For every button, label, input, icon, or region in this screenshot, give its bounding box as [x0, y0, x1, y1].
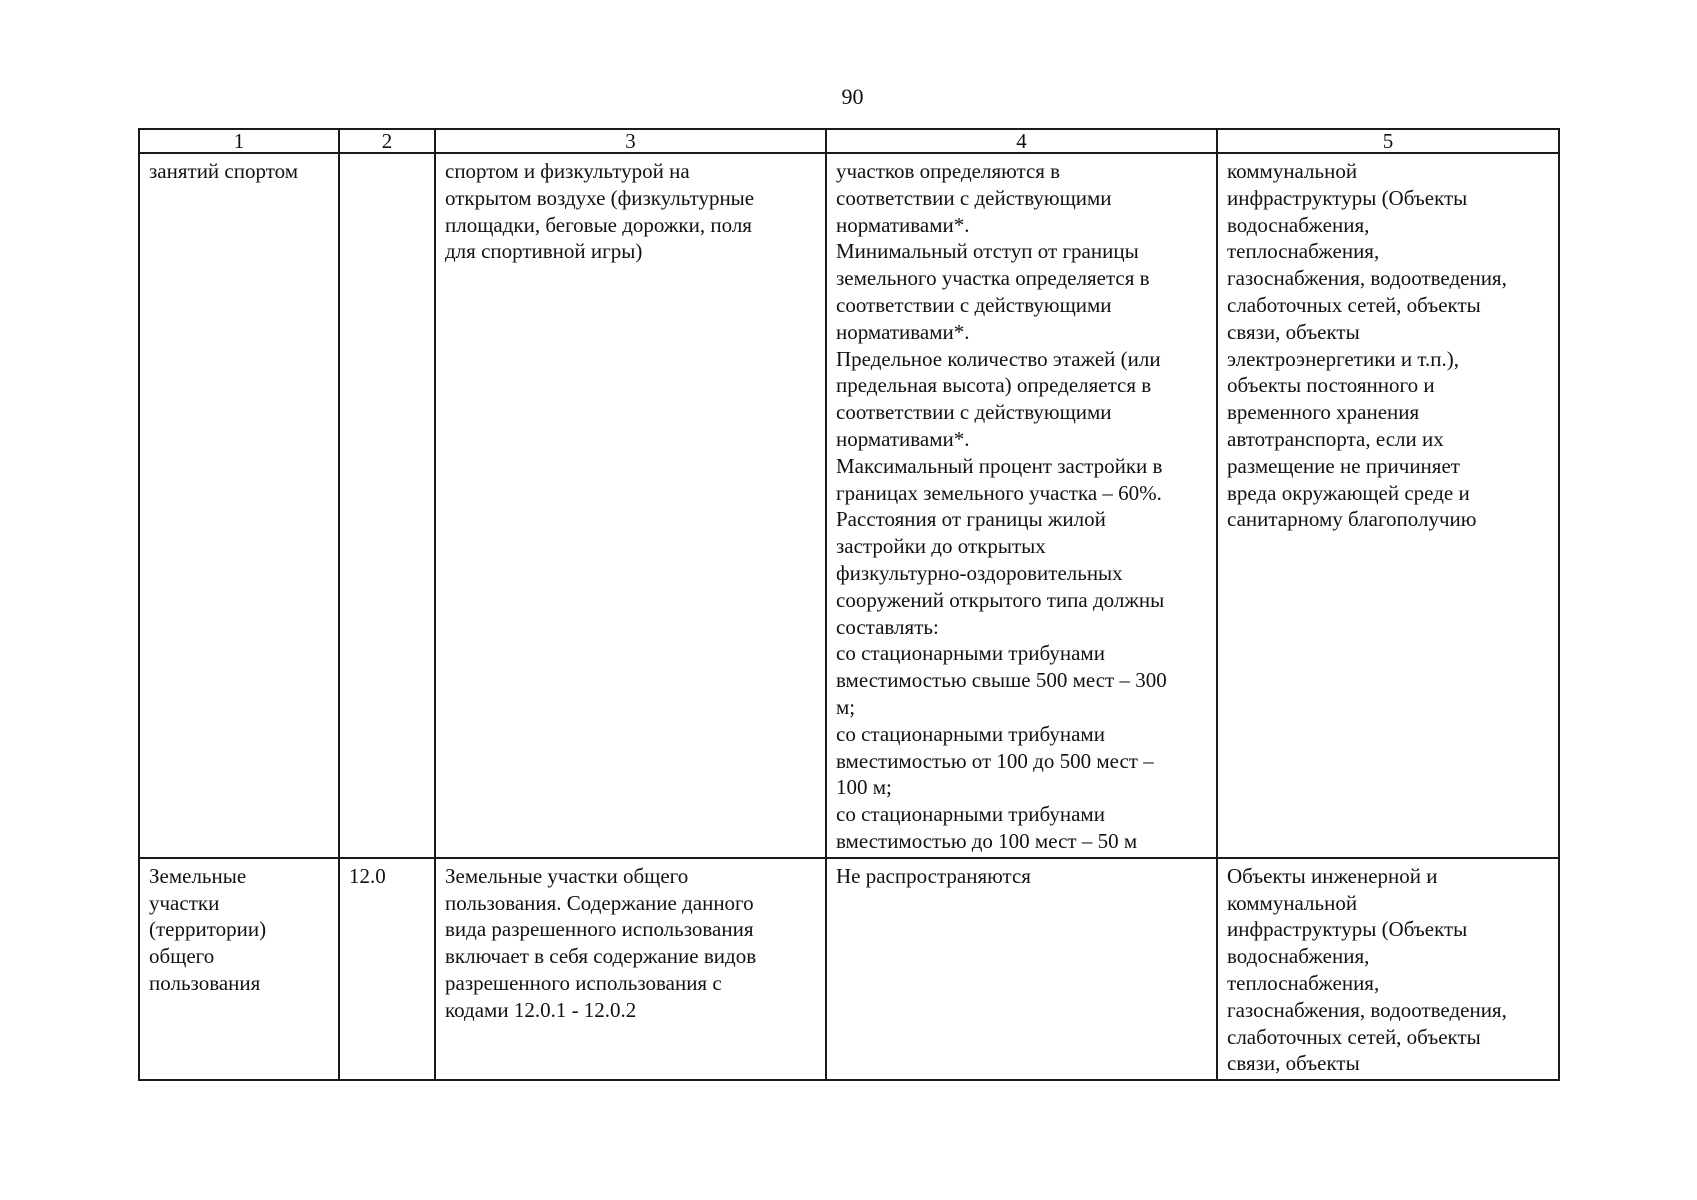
column-header-4: 4 [826, 129, 1217, 153]
use-type-name-cell: занятий спортом [139, 153, 339, 858]
column-header-1: 1 [139, 129, 339, 153]
use-description-cell: Земельные участки общего пользования. Содержание данного вида разрешенного использования включает в себя содержание видов разрешенного использования с кодами 12.0.1 - 12.0.2 [435, 858, 826, 1080]
use-type-name-cell: Земельные участки (территории) общего пользования [139, 858, 339, 1080]
land-use-table [138, 128, 1560, 1081]
column-header-5: 5 [1217, 129, 1559, 153]
page-number: 90 [841, 84, 864, 109]
parameters-cell: участков определяются в соответствии с действующими нормативами*. Минимальный отступ от границы земельного участка определяется в соответствии с действующими нормативами*. Предельное количество этажей (или предельная высота) определяется в соответствии с действующими нормативами*. Максимальный процент застройки в границах земельного участка – 60%. Расстояния от границы жилой застройки до открытых физкультурно-оздоровительных сооружений открытого типа должны составлять: со стационарными трибунами вместимостью свыше 500 мест – 300 м; со стационарными трибунами вместимостью от 100 до 500 мест – 100 м; со стационарными трибунами вместимостью до 100 мест – 50 м [826, 153, 1217, 858]
table-row [139, 153, 1559, 858]
column-number-row [139, 129, 1559, 153]
column-header-3: 3 [435, 129, 826, 153]
use-code-cell: 12.0 [339, 858, 435, 1080]
use-code-cell [339, 153, 435, 858]
auxiliary-uses-cell: коммунальной инфраструктуры (Объекты водоснабжения, теплоснабжения, газоснабжения, водоотведения, слаботочных сетей, объекты связи, объекты электроэнергетики и т.п.), объекты постоянного и временного хранения автотранспорта, если их размещение не причиняет вреда окружающей среде и санитарному благополучию [1217, 153, 1559, 858]
table-row [139, 858, 1559, 1080]
column-header-2: 2 [339, 129, 435, 153]
use-description-cell: спортом и физкультурой на открытом воздухе (физкультурные площадки, беговые дорожки, поля для спортивной игры) [435, 153, 826, 858]
parameters-cell: Не распространяются [826, 858, 1217, 1080]
auxiliary-uses-cell: Объекты инженерной и коммунальной инфраструктуры (Объекты водоснабжения, теплоснабжения, газоснабжения, водоотведения, слаботочных сетей, объекты связи, объекты [1217, 858, 1559, 1080]
